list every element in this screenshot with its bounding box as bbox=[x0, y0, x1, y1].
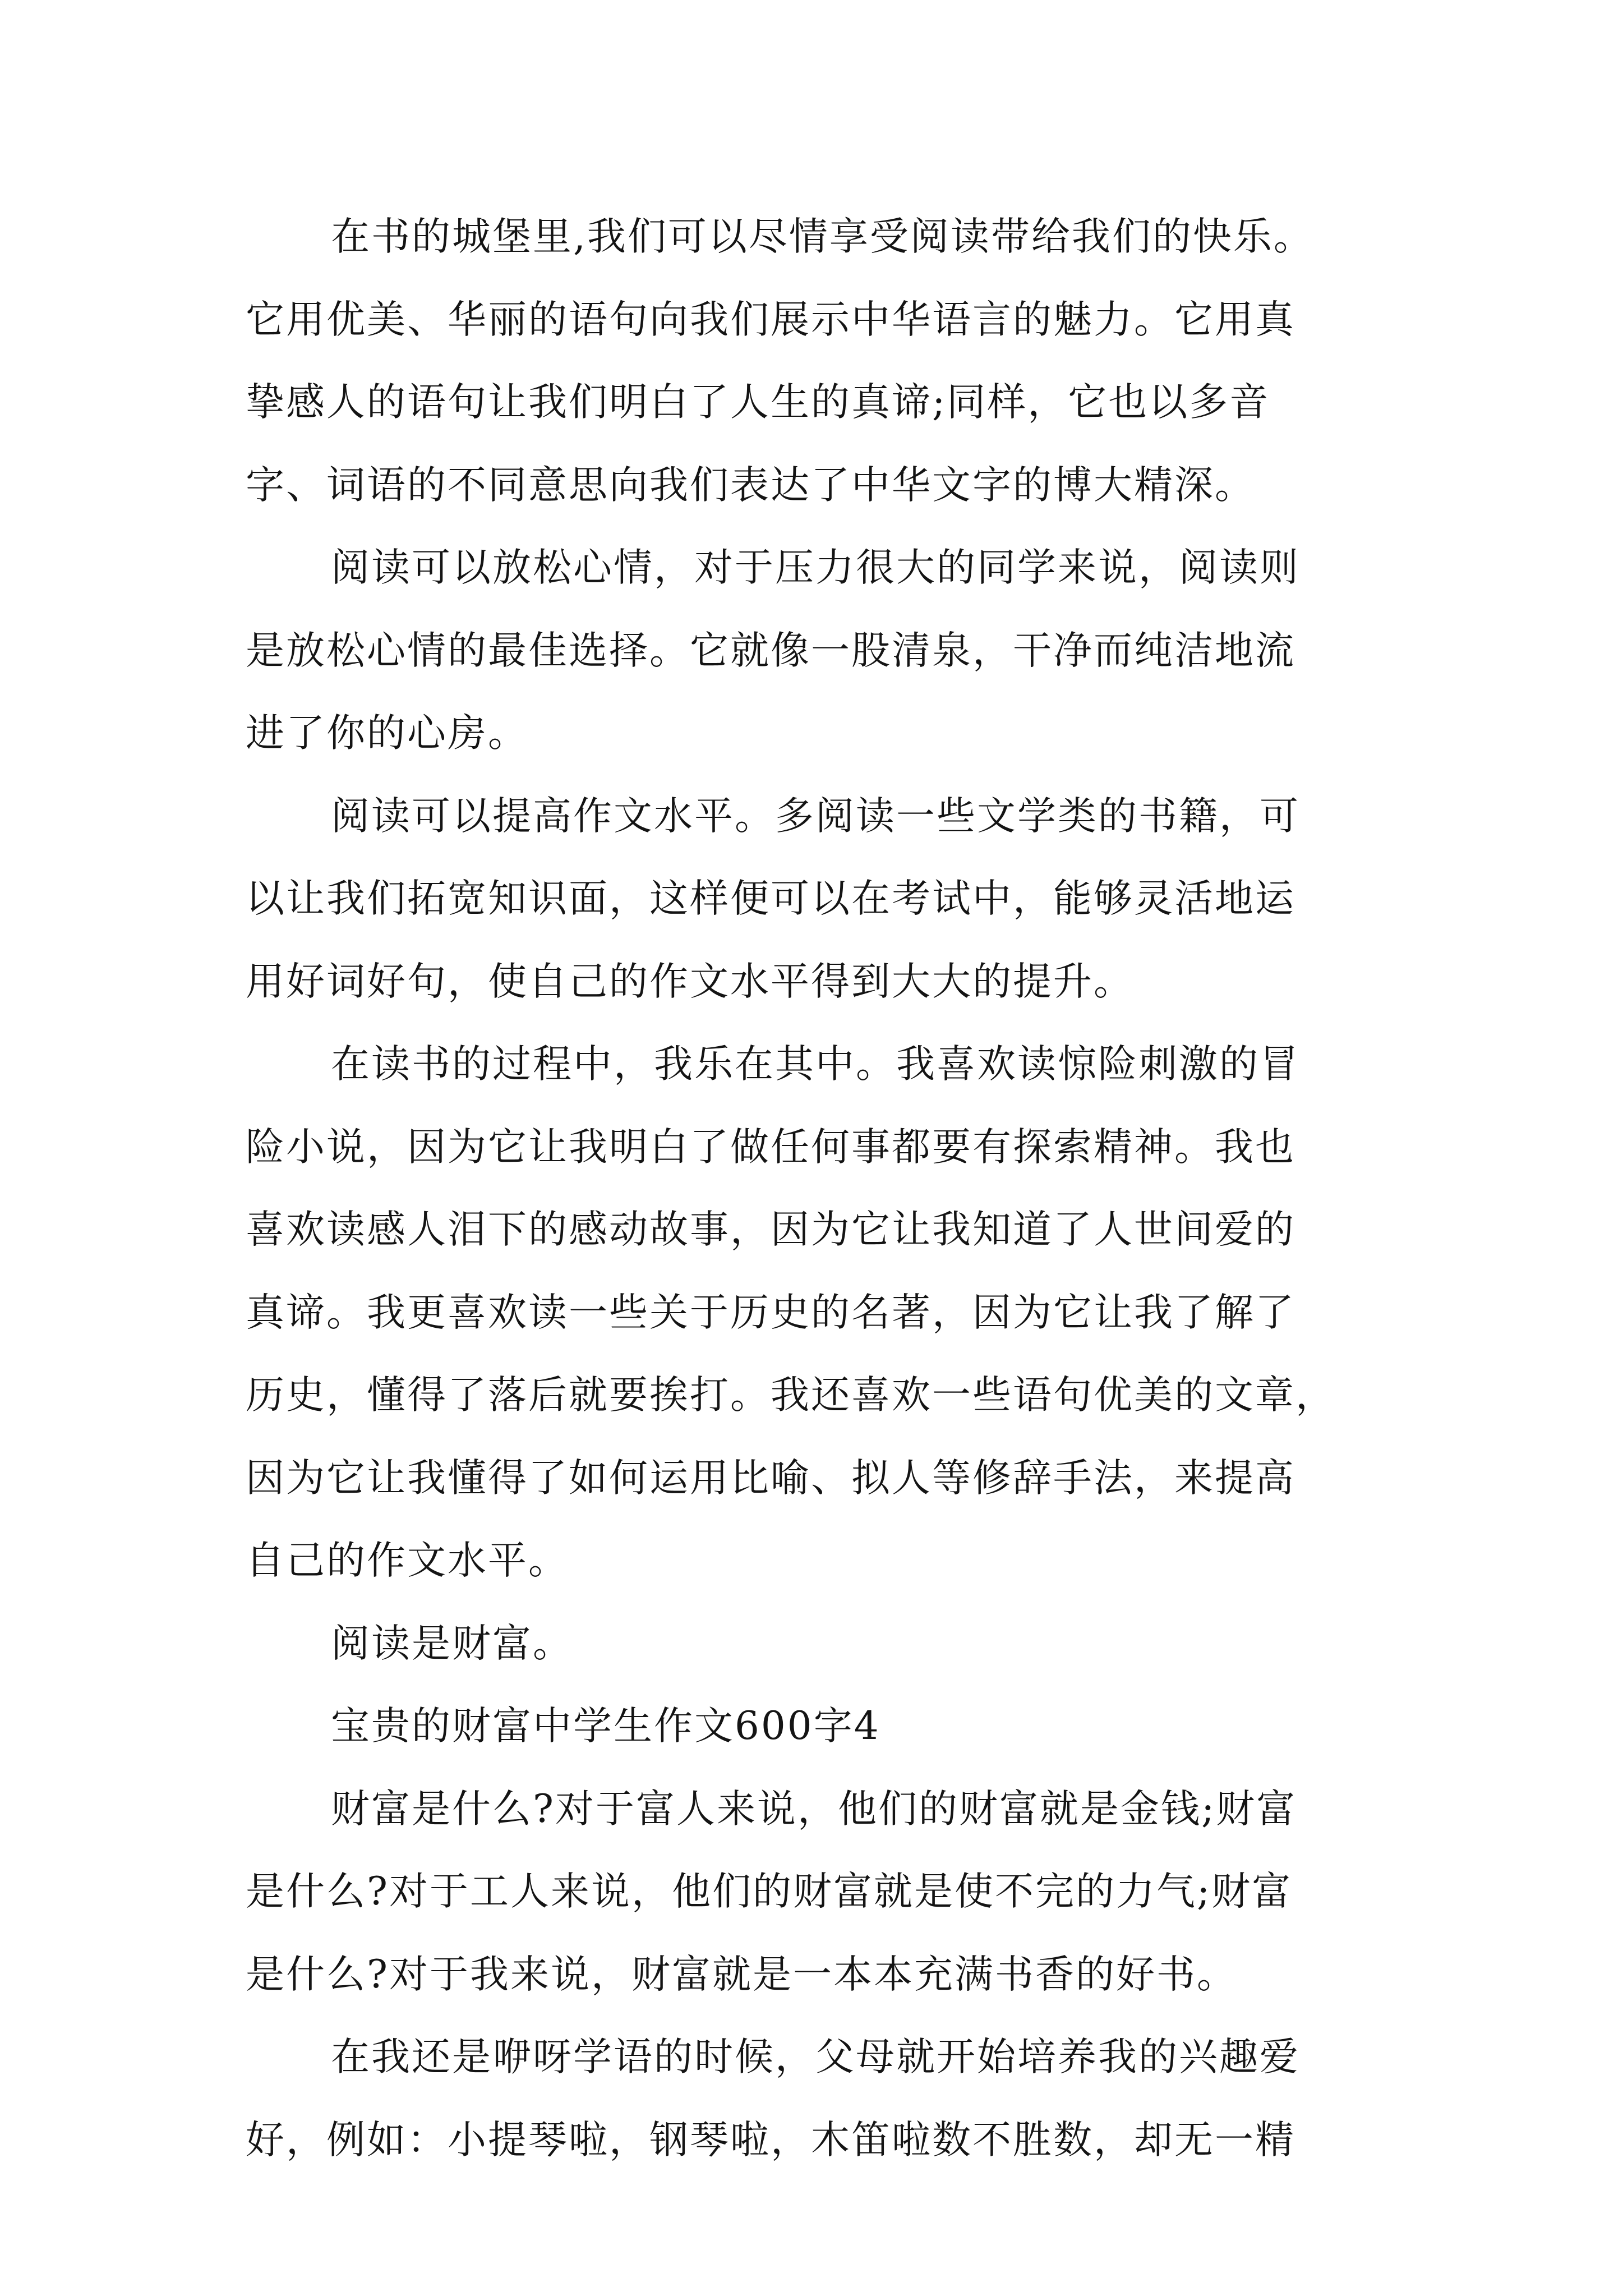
text-line: 是什么?对于我来说，财富就是一本本充满书香的好书。 bbox=[246, 1952, 1237, 1997]
text-line: 是放松心情的最佳选择。它就像一股清泉，干净而纯洁地流 bbox=[246, 628, 1295, 673]
text-line: 阅读是财富。 bbox=[331, 1621, 573, 1666]
text-line: 挚感人的语句让我们明白了人生的真谛;同样，它也以多音 bbox=[246, 380, 1270, 425]
text-line: 它用优美、华丽的语句向我们展示中华语言的魅力。它用真 bbox=[246, 297, 1295, 342]
text-line: 在我还是咿呀学语的时候，父母就开始培养我的兴趣爱 bbox=[331, 2035, 1300, 2079]
text-line: 因为它让我懂得了如何运用比喻、拟人等修辞手法，来提高 bbox=[246, 1456, 1295, 1501]
text-line: 用好词好句，使自己的作文水平得到大大的提升。 bbox=[246, 959, 1134, 1004]
text-line: 阅读可以提高作文水平。多阅读一些文学类的书籍，可 bbox=[331, 794, 1300, 839]
text-line: 好，例如：小提琴啦，钢琴啦，木笛啦数不胜数，却无一精 bbox=[246, 2118, 1295, 2162]
text-line: 财富是什么?对于富人来说，他们的财富就是金钱;财富 bbox=[331, 1787, 1297, 1832]
text-line: 是什么?对于工人来说，他们的财富就是使不完的力气;财富 bbox=[246, 1869, 1293, 1914]
text-line: 进了你的心房。 bbox=[246, 711, 528, 756]
text-line: 喜欢读感人泪下的感动故事，因为它让我知道了人世间爱的 bbox=[246, 1207, 1295, 1252]
text-line: 自己的作文水平。 bbox=[246, 1538, 569, 1583]
text-line: 以让我们拓宽知识面，这样便可以在考试中，能够灵活地运 bbox=[246, 876, 1295, 921]
text-line: 险小说，因为它让我明白了做任何事都要有探索精神。我也 bbox=[246, 1125, 1295, 1170]
section-title: 宝贵的财富中学生作文600字4 bbox=[331, 1704, 880, 1749]
text-line: 在读书的过程中，我乐在其中。我喜欢读惊险刺激的冒 bbox=[331, 1042, 1300, 1087]
text-line: 字、词语的不同意思向我们表达了中华文字的博大精深。 bbox=[246, 463, 1255, 508]
text-line: 阅读可以放松心情，对于压力很大的同学来说，阅读则 bbox=[331, 545, 1300, 590]
text-line: 在书的城堡里,我们可以尽情享受阅读带给我们的快乐。 bbox=[331, 214, 1314, 259]
text-line: 历史，懂得了落后就要挨打。我还喜欢一些语句优美的文章， bbox=[246, 1373, 1336, 1418]
text-line: 真谛。我更喜欢读一些关于历史的名著，因为它让我了解了 bbox=[246, 1290, 1295, 1335]
